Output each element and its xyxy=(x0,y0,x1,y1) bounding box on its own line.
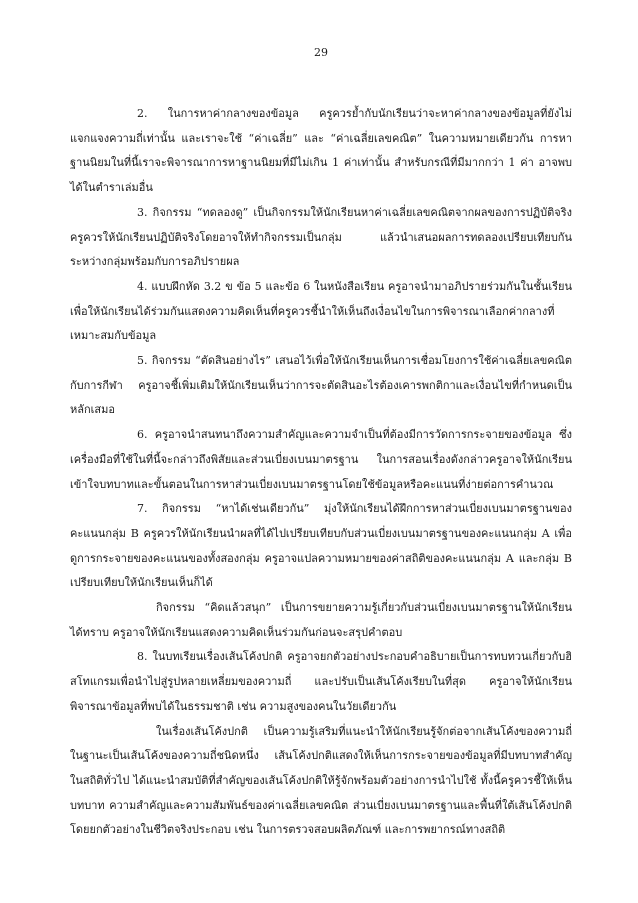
paragraph-item-6: 6. ครูอาจนำสนทนาถึงความสำคัญและความจำเป็นที่ต้องมีการวัดการกระจายของข้อมูล ซึ่งเครื่องมือที่ใช้ในที่นี้จะกล่าวถึงพิสัยและส่วนเบี่ยงเบนมาตรฐาน ในการสอนเรื่องดังกล่าวครูอาจให้นักเรียนเข้าใจบทบาทและขั้นตอนในการหาส่วนเบี่ยงเบนมาตรฐานโดยใช้ข้อมูลหรือคะแนนที่ง่ายต่อการคำนวณ xyxy=(70,428,572,491)
paragraph-item-4: 4. แบบฝึกหัด 3.2 ข ข้อ 5 และข้อ 6 ในหนังสือเรียน ครูอาจนำมาอภิปรายร่วมกันในชั้นเรียนเพื่อให้นักเรียนได้ร่วมกันแสดงความคิดเห็นที่ครูควรชี้นำให้เห็นถึงเงื่อนไขในการพิจารณาเลือกค่ากลางที่เหมาะสมกับข้อมูล xyxy=(70,279,572,343)
page-number: 29 xyxy=(314,46,328,59)
paragraph-item-8: 8. ในบทเรียนเรื่องเส้นโค้งปกติ ครูอาจยกตัวอย่างประกอบคำอธิบายเป็นการทบทวนเกี่ยวกับฮิสโทแกรมเพื่อนำไปสู่รูปหลายเหลี่ยมของความถี่ และปรับเป็นเส้นโค้งเรียบในที่สุด ครูอาจให้นักเรียนพิจารณาข้อมูลที่พบได้ในธรรมชาติ เช่น ความสูงของคนในวัยเดียวกัน xyxy=(70,650,572,713)
paragraph-normal-curve: ในเรื่องเส้นโค้งปกติ เป็นความรู้เสริมที่แนะนำให้นักเรียนรู้จักต่อจากเส้นโค้งของความถี่ในฐานะเป็นเส้นโค้งของความถี่ชนิดหนึ่ง เส้นโค้งปกติแสดงให้เห็นการกระจายของข้อมูลที่มีบทบาทสำคัญในสถิติทั่วไป ได้แนะนำสมบัติที่สำคัญของเส้นโค้งปกติให้รู้จักพร้อมตัวอย่างการนำไปใช้ ทั้งนี้ครูควรชี้ให้เห็นบทบาท ความสำคัญและความสัมพันธ์ของค่าเฉลี่ยเลขคณิต ส่วนเบี่ยงเบนมาตรฐานและพื้นที่ใต้เส้นโค้งปกติ โดยยกตัวอย่างในชีวิตจริงประกอบ เช่น ในการตรวจสอบผลิตภัณฑ์ และการพยากรณ์ทางสถิติ xyxy=(70,724,572,837)
paragraph-item-5: 5. กิจกรรม “ตัดสินอย่างไร” เสนอไว้เพื่อให้นักเรียนเห็นการเชื่อมโยงการใช้ค่าเฉลี่ยเลขคณิตกับการกีฬา ครูอาจชี้เพิ่มเติมให้นักเรียนเห็นว่าการจะตัดสินอะไรต้องเคารพกติกาและเงื่อนไขที่กำหนดเป็นหลักเสมอ xyxy=(70,354,572,417)
paragraph-item-7: 7. กิจกรรม “หาได้เช่นเดียวกัน” มุ่งให้นักเรียนได้ฝึกการหาส่วนเบี่ยงเบนมาตรฐานของคะแนนกลุ่ม B ครูควรให้นักเรียนนำผลที่ได้ไปเปรียบเทียบกับส่วนเบี่ยงเบนมาตรฐานของคะแนนกลุ่ม A เพื่อดูการกระจายของคะแนนของทั้งสองกลุ่ม ครูอาจแปลความหมายของค่าสถิติของคะแนนกลุ่ม A และกลุ่ม B เปรียบเทียบให้นักเรียนเห็นก็ได้ xyxy=(70,502,572,590)
paragraph-activity-fun: กิจกรรม “คิดแล้วสนุก” เป็นการขยายความรู้เกี่ยวกับส่วนเบี่ยงเบนมาตรฐานให้นักเรียนได้ทราบ ครูอาจให้นักเรียนแสดงความคิดเห็นร่วมกันก่อนจะสรุปคำตอบ xyxy=(70,601,572,639)
paragraph-item-2: 2. ในการหาค่ากลางของข้อมูล ครูควรย้ำกับนักเรียนว่าจะหาค่ากลางของข้อมูลที่ยังไม่แจกแจงความถี่เท่านั้น และเราจะใช้ “ค่าเฉลี่ย” และ “ค่าเฉลี่ยเลขคณิต” ในความหมายเดียวกัน การหาฐานนิยมในที่นี้เราจะพิจารณาการหาฐานนิยมที่มีไม่เกิน 1 ค่าเท่านั้น สำหรับกรณีที่มีมากกว่า 1 ค่า อาจพบได้ในตำราเล่มอื่น xyxy=(70,107,572,195)
paragraph-item-3: 3. กิจกรรม “ทดลองดู” เป็นกิจกรรมให้นักเรียนหาค่าเฉลี่ยเลขคณิตจากผลของการปฏิบัติจริง ครูควรให้นักเรียนปฏิบัติจริงโดยอาจให้ทำกิจกรรมเป็นกลุ่ม แล้วนำเสนอผลการทดลองเปรียบเทียบกันระหว่างกลุ่มพร้อมกับการอภิปรายผล xyxy=(70,205,572,269)
